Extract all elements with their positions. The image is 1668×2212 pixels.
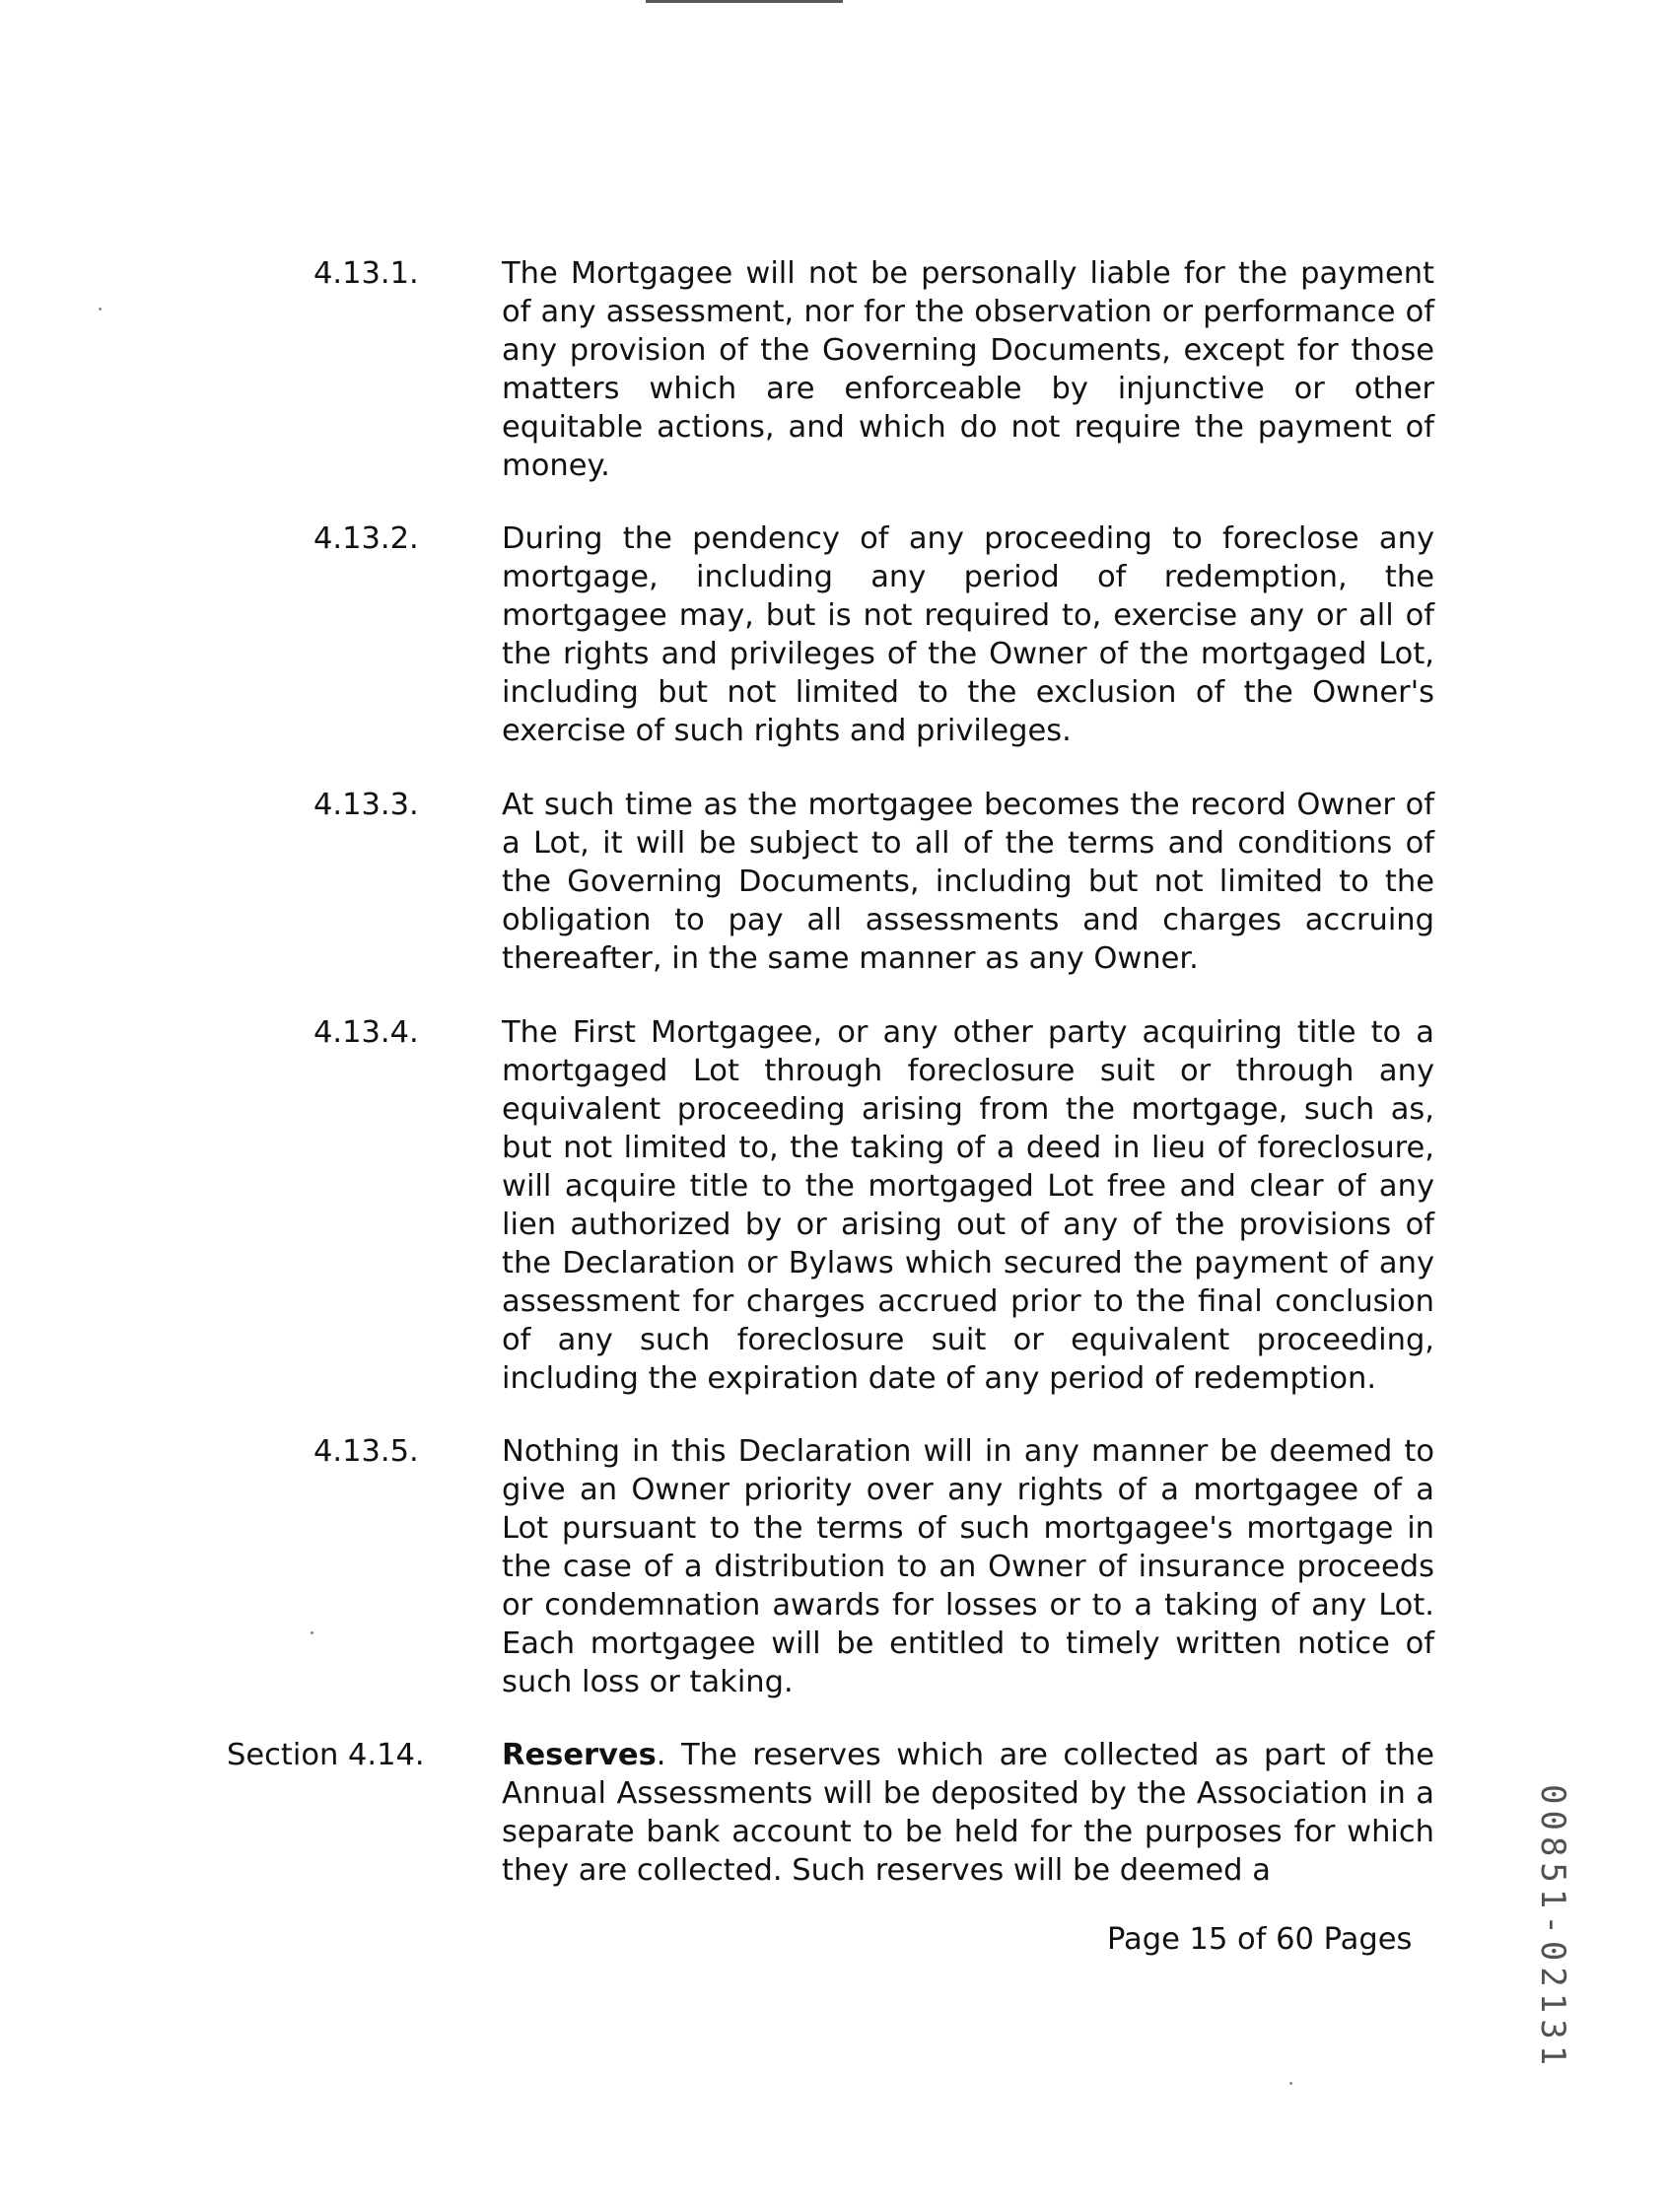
section-number: Section 4.14.	[227, 1738, 425, 1772]
clause-number: 4.13.1.	[313, 256, 419, 291]
section-body: . The reserves which are collected as part of the Annual Assessments will be deposited by the Association in a separate bank account to be held for the purposes for which they are collected. Such reserves will be deemed a	[502, 1738, 1434, 1888]
scan-artifact-dot	[1289, 2082, 1292, 2085]
section-text	[502, 1736, 1434, 1890]
recording-stamp: 00851-02131	[1533, 1784, 1572, 2072]
clause-text: The First Mortgagee, or any other party acquiring title to a mortgaged Lot through foreclosure suit or through any equivalent proceeding arising from the mortgage, such as, but not limited to, the taking of a deed in lieu of foreclosure, will acquire title to the mortgaged Lot free and clear of any lien authorized by or arising out of any of the provisions of the Declaration or Bylaws which secured the payment of any assessment for charges accrued prior to the final conclusion of any such foreclosure suit or equivalent proceeding, including the expiration date of any period of redemption.	[502, 1015, 1434, 1396]
clause-text: During the pendency of any proceeding to foreclose any mortgage, including any period of redemption, the mortgagee may, but is not required to, exercise any or all of the rights and privileges of the Owner of the mortgaged Lot, including but not limited to the exclusion of the Owner's exercise of such rights and privileges.	[502, 521, 1434, 748]
clause-text: At such time as the mortgagee becomes the record Owner of a Lot, it will be subject to all of the terms and conditions of the Governing Documents, including but not limited to the obligation to pay all assessments and charges accruing thereafter, in the same manner as any Owner.	[502, 788, 1434, 976]
clause-number: 4.13.3.	[313, 788, 419, 822]
scan-artifact-top	[646, 0, 843, 3]
page-number: Page 15 of 60 Pages	[1107, 1922, 1413, 1957]
clause-number: 4.13.2.	[313, 521, 419, 556]
clause-text: The Mortgagee will not be personally liable for the payment of any assessment, nor for the observation or performance of any provision of the Governing Documents, except for those matters which are enforceable by injunctive or other equitable actions, and which do not require the payment of money.	[502, 256, 1434, 483]
clause-number: 4.13.5.	[313, 1434, 419, 1469]
scan-artifact-dot	[99, 308, 102, 311]
scan-artifact-dot	[311, 1631, 313, 1634]
clause-number: 4.13.4.	[313, 1015, 419, 1050]
section-heading: Reserves	[502, 1738, 657, 1772]
clause-text: Nothing in this Declaration will in any manner be deemed to give an Owner priority over any rights of a mortgagee of a Lot pursuant to the terms of such mortgagee's mortgage in the case of a distribution to an Owner of insurance proceeds or condemnation awards for losses or to a taking of any Lot. Each mortgagee will be entitled to timely written notice of such loss or taking.	[502, 1434, 1434, 1699]
